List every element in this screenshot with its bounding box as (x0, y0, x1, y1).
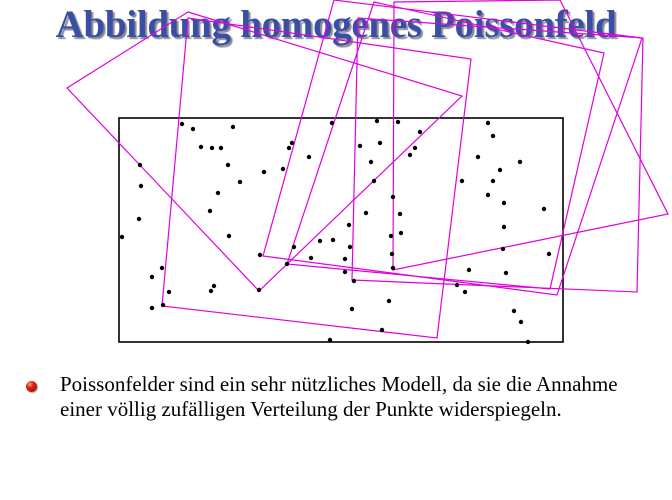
point (369, 160, 373, 164)
point (547, 252, 551, 256)
sampling-window (263, 0, 642, 295)
point (262, 170, 266, 174)
point (390, 252, 394, 256)
point (318, 239, 322, 243)
sampling-window (352, 18, 643, 292)
point (413, 146, 417, 150)
point (328, 338, 332, 342)
point (257, 288, 261, 292)
sampling-window (162, 18, 471, 338)
red-ball-bullet-icon (26, 381, 37, 392)
point (391, 195, 395, 199)
point (418, 130, 422, 134)
point (219, 146, 223, 150)
point (309, 256, 313, 260)
point (455, 283, 459, 287)
point (364, 211, 368, 215)
point (498, 168, 502, 172)
point (486, 121, 490, 125)
point (161, 303, 165, 307)
sampling-window (287, 2, 604, 289)
point (139, 184, 143, 188)
point (358, 144, 362, 148)
point (287, 146, 291, 150)
point (209, 289, 213, 293)
point (227, 234, 231, 238)
point (226, 163, 230, 167)
point (389, 234, 393, 238)
point (167, 290, 171, 294)
point (491, 179, 495, 183)
point (138, 163, 142, 167)
point (350, 307, 354, 311)
point (387, 299, 391, 303)
point (191, 127, 195, 131)
sampling-window (393, 0, 668, 270)
point (199, 145, 203, 149)
point (408, 153, 412, 157)
point (292, 245, 296, 249)
point (396, 120, 400, 124)
point (467, 268, 471, 272)
point (120, 235, 124, 239)
point (502, 201, 506, 205)
point (285, 262, 289, 266)
random-points (120, 119, 551, 344)
bullet-text: Poissonfelder sind ein sehr nützliches Modell, da sie die Annahme einer völlig zufälligen Verteilung der Punkte widerspiegeln. (60, 372, 618, 421)
point (398, 212, 402, 216)
point (476, 155, 480, 159)
point (512, 309, 516, 313)
point (518, 160, 522, 164)
point (150, 275, 154, 279)
bullet-item (22, 372, 662, 472)
point (501, 247, 505, 251)
point (460, 179, 464, 183)
point (216, 191, 220, 195)
point (180, 122, 184, 126)
point (150, 306, 154, 310)
point (208, 209, 212, 213)
point (290, 141, 294, 145)
point (526, 340, 530, 344)
point (504, 271, 508, 275)
point (307, 155, 311, 159)
point (330, 121, 334, 125)
point (343, 270, 347, 274)
point (502, 225, 506, 229)
point (491, 134, 495, 138)
point (160, 266, 164, 270)
point (391, 266, 395, 270)
point (519, 320, 523, 324)
point (375, 119, 379, 123)
slide-title: Abbildung homogenes Poissonfeld (55, 3, 617, 46)
point (463, 290, 467, 294)
point (343, 257, 347, 261)
point (231, 125, 235, 129)
point (212, 284, 216, 288)
point (348, 245, 352, 249)
point (486, 193, 490, 197)
point (331, 238, 335, 242)
point (378, 141, 382, 145)
point (281, 167, 285, 171)
point (372, 179, 376, 183)
point (258, 253, 262, 257)
point (542, 207, 546, 211)
point (210, 146, 214, 150)
point (380, 328, 384, 332)
point (238, 180, 242, 184)
point (137, 217, 141, 221)
point (347, 223, 351, 227)
sampling-windows (67, 0, 668, 338)
point (352, 279, 356, 283)
point (399, 231, 403, 235)
